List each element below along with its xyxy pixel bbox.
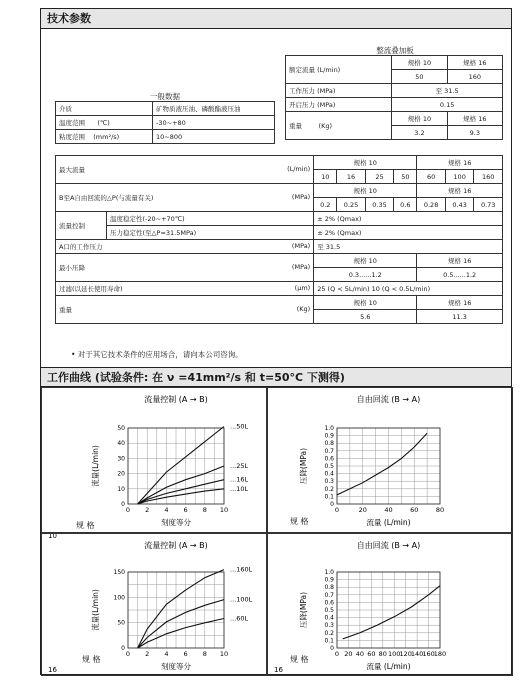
y-axis-label: 流量(L/min): [91, 589, 100, 631]
x-tick-label: 2: [145, 650, 150, 658]
weight16: 11.3: [417, 310, 503, 324]
x-tick-label: 180: [433, 650, 447, 658]
curve-series: [343, 586, 440, 639]
plate-w10: 3.2: [392, 126, 447, 140]
curve-label: ...100L: [230, 595, 253, 604]
y-tick-label: 1.0: [324, 425, 334, 432]
dp-spec16: 规格 16: [417, 184, 503, 198]
y-tick-label: 50: [117, 425, 125, 432]
dp-v5: 0.43: [445, 198, 474, 212]
spec-number: 16: [48, 666, 57, 674]
temp-val: -30~+80: [153, 116, 275, 130]
maxflow-v5: 100: [445, 170, 474, 184]
y-tick-label: 0: [330, 501, 334, 508]
y-tick-label: 0.8: [324, 584, 334, 592]
y-tick-label: 0.4: [324, 470, 334, 478]
maxflow-spec10: 规格 10: [314, 156, 417, 170]
medium-label: 介质: [56, 102, 153, 116]
plate-flow10: 50: [392, 70, 447, 84]
maxflow-v1: 16: [337, 170, 366, 184]
x-tick-label: 10: [219, 506, 229, 514]
maxflow-v3: 50: [394, 170, 417, 184]
spec-number: 16: [274, 666, 283, 674]
plate-work-label: 工作压力 (MPa): [286, 84, 392, 98]
min-drop-spec16: 规格 16: [417, 254, 503, 268]
plate-w-spec10: 规格 10: [392, 112, 447, 126]
x-tick-label: 0: [334, 650, 340, 658]
section-title-tech: 技术参数: [41, 9, 511, 29]
plate-weight-label: 重量 (Kg): [286, 112, 392, 140]
press-stab-label: 压力稳定性(至△P=31.5MPa): [107, 226, 314, 240]
x-tick-label: 40: [384, 506, 393, 514]
x-tick-label: 8: [202, 506, 207, 514]
y-tick-label: 0.1: [324, 637, 334, 645]
press-stab-val: ± 2% (Qmax): [314, 226, 503, 240]
a-press-val: 至 31.5: [314, 240, 503, 254]
y-tick-label: 20: [117, 470, 125, 478]
spec-label: 规 格: [290, 655, 309, 664]
maxflow-v4: 60: [417, 170, 446, 184]
y-tick-label: 0.9: [324, 576, 334, 584]
y-tick-label: 0.2: [324, 629, 334, 637]
dp-v4: 0.28: [417, 198, 446, 212]
maxflow-v6: 160: [474, 170, 503, 184]
y-tick-label: 150: [113, 569, 125, 576]
x-tick-label: 6: [183, 506, 188, 514]
min-drop-spec10: 规格 10: [314, 254, 417, 268]
medium-val: 矿物质液压油、磷酸酯液压油: [153, 102, 275, 116]
datasheet-frame: [40, 8, 512, 675]
chart-title: 自由回流 (B → A): [356, 395, 421, 404]
y-tick-label: 0: [121, 501, 125, 508]
main-spec-table: [55, 155, 503, 324]
y-tick-label: 0.4: [324, 614, 334, 622]
x-tick-label: 100: [388, 650, 401, 658]
y-tick-label: 0.2: [324, 485, 334, 493]
plate-caption: 整流叠加板: [376, 46, 414, 55]
plate-work-val: 至 31.5: [392, 84, 503, 98]
curve-50L: [138, 427, 224, 505]
weight10: 5.6: [314, 310, 417, 324]
x-tick-label: 60: [367, 650, 376, 658]
y-tick-label: 100: [113, 594, 125, 602]
curve-label: ...50L: [230, 422, 249, 431]
x-tick-label: 8: [202, 650, 207, 658]
y-tick-label: 10: [117, 485, 125, 493]
plate-open-label: 开启压力 (MPa): [286, 98, 392, 112]
plate-open-val: 0.15: [392, 98, 503, 112]
fc-label: 流量控制: [56, 212, 107, 240]
weight-spec10: 规格 10: [314, 296, 417, 310]
dp-v2: 0.35: [365, 198, 394, 212]
graph-box-1: [41, 387, 267, 540]
y-tick-label: 0.3: [324, 622, 334, 630]
y-tick-label: 0.3: [324, 478, 334, 486]
x-tick-label: 0: [125, 506, 131, 514]
x-tick-label: 0: [125, 650, 131, 658]
y-tick-label: 0: [330, 645, 334, 652]
chart-free-return-16: [268, 534, 514, 677]
y-tick-label: 0.6: [324, 455, 334, 463]
x-tick-label: 4: [164, 506, 169, 514]
x-tick-label: 60: [410, 506, 419, 514]
y-tick-label: 1.0: [324, 569, 334, 576]
chart-flow-control-10: [42, 388, 268, 540]
dp-spec10: 规格 10: [314, 184, 417, 198]
min-drop16: 0.5......1.2: [417, 268, 503, 282]
filter-label: 过滤(以延长使用寿命) (μm): [56, 282, 314, 296]
y-tick-label: 0.7: [324, 591, 334, 599]
y-tick-label: 50: [117, 619, 125, 627]
a-press-label: A口的工作压力 (MPa): [56, 240, 314, 254]
maxflow-v0: 10: [314, 170, 337, 184]
x-tick-label: 20: [358, 506, 367, 514]
visc-val: 10~800: [153, 130, 275, 144]
graph-box-3: [41, 533, 267, 676]
x-tick-label: 80: [435, 506, 445, 514]
graph-box-2: [267, 387, 513, 533]
y-tick-label: 0.6: [324, 599, 334, 607]
plate-flow16: 160: [447, 70, 502, 84]
dp-v1: 0.25: [337, 198, 366, 212]
temp-stab-val: ± 2% (Qmax): [314, 212, 503, 226]
spec-number: 10: [48, 532, 57, 540]
y-tick-label: 0.8: [324, 440, 334, 448]
y-tick-label: 40: [117, 440, 125, 448]
x-tick-label: 2: [145, 506, 150, 514]
curve-label: ...160L: [230, 565, 253, 574]
x-axis-label: 刻度等分: [161, 518, 191, 527]
y-axis-label: 压降(MPa): [299, 591, 308, 629]
main-weight-label: 重量 (Kg): [56, 296, 314, 324]
chart-title: 流量控制 (A → B): [144, 541, 208, 550]
x-tick-label: 10: [219, 650, 229, 658]
y-axis-label: 压降(MPa): [299, 447, 308, 485]
plate-table: [285, 55, 503, 140]
visc-label: 粘度范围 (mm²/s): [56, 130, 153, 144]
curve-series: [337, 433, 427, 495]
x-tick-label: 120: [399, 650, 412, 658]
x-tick-label: 160: [422, 650, 435, 658]
y-tick-label: 0.7: [324, 447, 334, 455]
x-axis-label: 流量 (L/min): [366, 518, 411, 527]
weight-spec16: 规格 16: [417, 296, 503, 310]
spec-label: 规 格: [76, 521, 95, 530]
general-caption: 一般数据: [150, 92, 180, 101]
curve-60L: [138, 619, 224, 649]
spec-label: 规 格: [82, 655, 101, 664]
y-tick-label: 0.5: [324, 463, 334, 470]
dp-v6: 0.73: [474, 198, 503, 212]
plate-w-spec16: 规格 16: [447, 112, 502, 126]
maxflow-v2: 25: [365, 170, 394, 184]
plate-flow-label: 额定流量 (L/min): [286, 56, 392, 84]
x-tick-label: 140: [410, 650, 424, 658]
x-tick-label: 80: [378, 650, 387, 658]
maxflow-label: 最大流量 (L/min): [56, 156, 314, 184]
y-tick-label: 0.1: [324, 493, 334, 501]
dp-v0: 0.2: [314, 198, 337, 212]
y-tick-label: 0.5: [324, 607, 334, 614]
curve-160L: [138, 570, 224, 648]
curve-label: ...16L: [230, 475, 249, 484]
plate-w16: 9.3: [447, 126, 502, 140]
graph-box-4: [267, 533, 513, 676]
spec-label: 规 格: [290, 517, 309, 526]
x-axis-label: 流量 (L/min): [366, 662, 411, 671]
filter-val: 25 (Q < 5L/min) 10 (Q < 0.5L/min): [314, 282, 503, 296]
curve-label: ...60L: [230, 614, 249, 623]
chart-flow-control-16: [42, 534, 268, 677]
plate-spec10: 规格 10: [392, 56, 447, 70]
curve-label: ...25L: [230, 462, 249, 470]
footnote: • 对于其它技术条件的应用场合，请向本公司咨询。: [71, 350, 243, 359]
y-tick-label: 30: [117, 455, 125, 463]
x-tick-label: 20: [344, 650, 353, 658]
x-tick-label: 4: [164, 650, 169, 658]
y-tick-label: 0.9: [324, 432, 334, 440]
temp-label: 温度范围 (℃): [56, 116, 153, 130]
min-drop-label: 最小压降 (MPa): [56, 254, 314, 282]
x-tick-label: 0: [334, 506, 340, 514]
x-tick-label: 6: [183, 650, 188, 658]
plate-spec16: 规格 16: [447, 56, 502, 70]
maxflow-spec16: 规格 16: [417, 156, 503, 170]
section-title-curves: 工作曲线 (试验条件: 在 ν =41mm²/s 和 t=50°C 下测得): [41, 367, 511, 387]
chart-title: 自由回流 (B → A): [356, 541, 421, 550]
general-table: [55, 101, 275, 144]
x-axis-label: 刻度等分: [161, 662, 191, 671]
chart-free-return-10: [268, 388, 514, 534]
y-tick-label: 0: [121, 645, 125, 652]
chart-title: 流量控制 (A → B): [144, 395, 208, 404]
curve-label: ...10L: [230, 484, 249, 493]
x-tick-label: 40: [355, 650, 365, 658]
dp-v3: 0.6: [394, 198, 417, 212]
min-drop10: 0.3......1.2: [314, 268, 417, 282]
y-axis-label: 流量(L/min): [91, 445, 100, 487]
dp-label: B至A自由回流的△P(与流量有关) (MPa): [56, 184, 314, 212]
temp-stab-label: 温度稳定性(-20~+70℃): [107, 212, 314, 226]
